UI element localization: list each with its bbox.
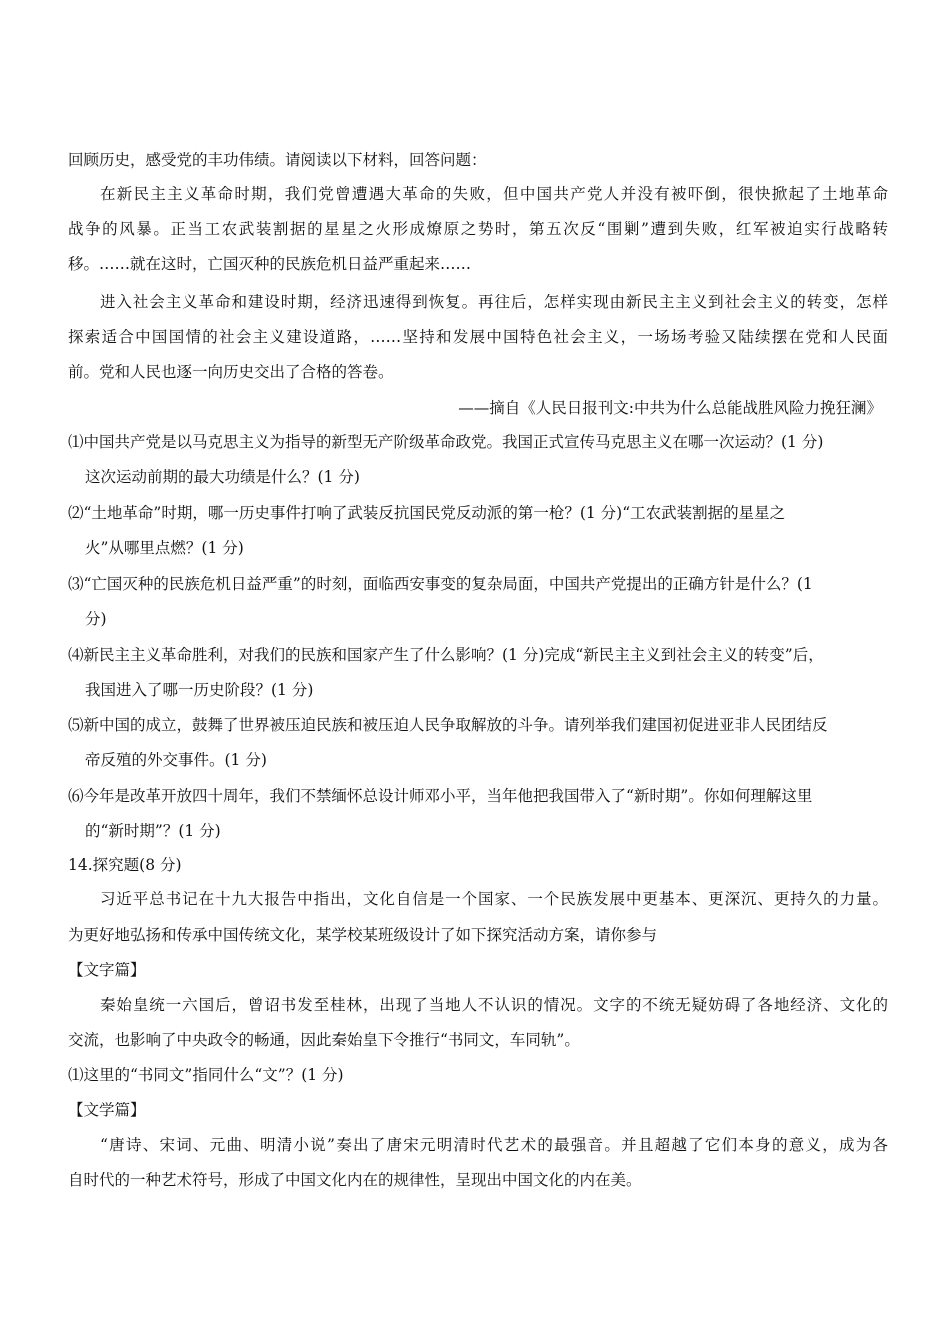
question-1-line1: ⑴中国共产党是以马克思主义为指导的新型无产阶级革命政党。我国正式宣传马克思主义在哪一次运动？(1 分): [68, 433, 824, 451]
section-literature-text-line2: 自时代的一种艺术符号，形成了中国文化内在的规律性，呈现出中国文化的内在美。: [68, 1171, 642, 1189]
question-2-line1: ⑵“土地革命”时期，哪一历史事件打响了武装反抗国民党反动派的第一枪？(1 分)“工农武装割据的星星之: [68, 504, 786, 522]
intro-text: 回顾历史，感受党的丰功伟绩。请阅读以下材料，回答问题：: [68, 151, 487, 169]
material-p2-line2: 探索适合中国国情的社会主义建设道路，……坚持和发展中国特色社会主义，一场场考验又陆续摆在党和人民面: [68, 328, 888, 346]
section-writing-text-line1: 秦始皇统一六国后，曾诏书发至桂林，出现了当地人不认识的情况。文字的不统无疑妨碍了各地经济、文化的: [100, 996, 888, 1014]
question-6-line1: ⑹今年是改革开放四十周年，我们不禁缅怀总设计师邓小平，当年他把我国带入了“新时期”。你如何理解这里: [68, 787, 813, 805]
section-writing-text-line2: 交流，也影响了中央政令的畅通，因此秦始皇下令推行“书同文，车同轨”。: [68, 1031, 580, 1049]
material-p1-line3: 移。……就在这时，亡国灭种的民族危机日益严重起来……: [68, 255, 472, 273]
question-2-line2: 火”从哪里点燃？(1 分): [85, 539, 244, 557]
question-14-intro-line2: 为更好地弘扬和传承中国传统文化，某学校某班级设计了如下探究活动方案，请你参与: [68, 926, 658, 944]
question-3-line1: ⑶“亡国灭种的民族危机日益严重”的时刻，面临西安事变的复杂局面，中国共产党提出的正确方针是什么？(1: [68, 575, 813, 593]
question-1-line2: 这次运动前期的最大功绩是什么？(1 分): [85, 468, 360, 486]
material-p1-line1: 在新民主主义革命时期，我们党曾遭遇大革命的失败，但中国共产党人并没有被吓倒，很快掀起了土地革命: [100, 185, 888, 203]
question-14-intro-line1: 习近平总书记在十九大报告中指出，文化自信是一个国家、一个民族发展中更基本、更深沉、更持久的力量。: [100, 890, 888, 908]
question-14-title: 14.探究题(8 分): [68, 856, 182, 874]
question-3-line2: 分): [85, 610, 107, 628]
question-5-line1: ⑸新中国的成立，鼓舞了世界被压迫民族和被压迫人民争取解放的斗争。请列举我们建国初促进亚非人民团结反: [68, 716, 828, 734]
material-source: ——摘自《人民日报刊文:中共为什么总能战胜风险力挽狂澜》: [458, 399, 882, 417]
material-p2-line1: 进入社会主义革命和建设时期，经济迅速得到恢复。再往后，怎样实现由新民主主义到社会主义的转变，怎样: [100, 293, 888, 311]
material-p1-line2: 战争的风暴。正当工农武装割据的星星之火形成燎原之势时，第五次反“围剿”遭到失败，红军被迫实行战略转: [68, 220, 888, 238]
material-p2-line3: 前。党和人民也逐一向历史交出了合格的答卷。: [68, 363, 394, 381]
question-4-line1: ⑷新民主主义革命胜利，对我们的民族和国家产生了什么影响？(1 分)完成“新民主主义到社会主义的转变”后，: [68, 646, 824, 664]
section-writing-title: 【文字篇】: [68, 961, 146, 979]
section-writing-question: ⑴这里的“书同文”指同什么“文”？(1 分): [68, 1066, 344, 1084]
section-literature-text-line1: “唐诗、宋词、元曲、明清小说”奏出了唐宋元明清时代艺术的最强音。并且超越了它们本身的意义，成为各: [100, 1136, 888, 1154]
question-5-line2: 帝反殖的外交事件。(1 分): [85, 751, 267, 769]
question-6-line2: 的“新时期”？(1 分): [85, 822, 221, 840]
question-4-line2: 我国进入了哪一历史阶段？(1 分): [85, 681, 314, 699]
section-literature-title: 【文学篇】: [68, 1101, 146, 1119]
